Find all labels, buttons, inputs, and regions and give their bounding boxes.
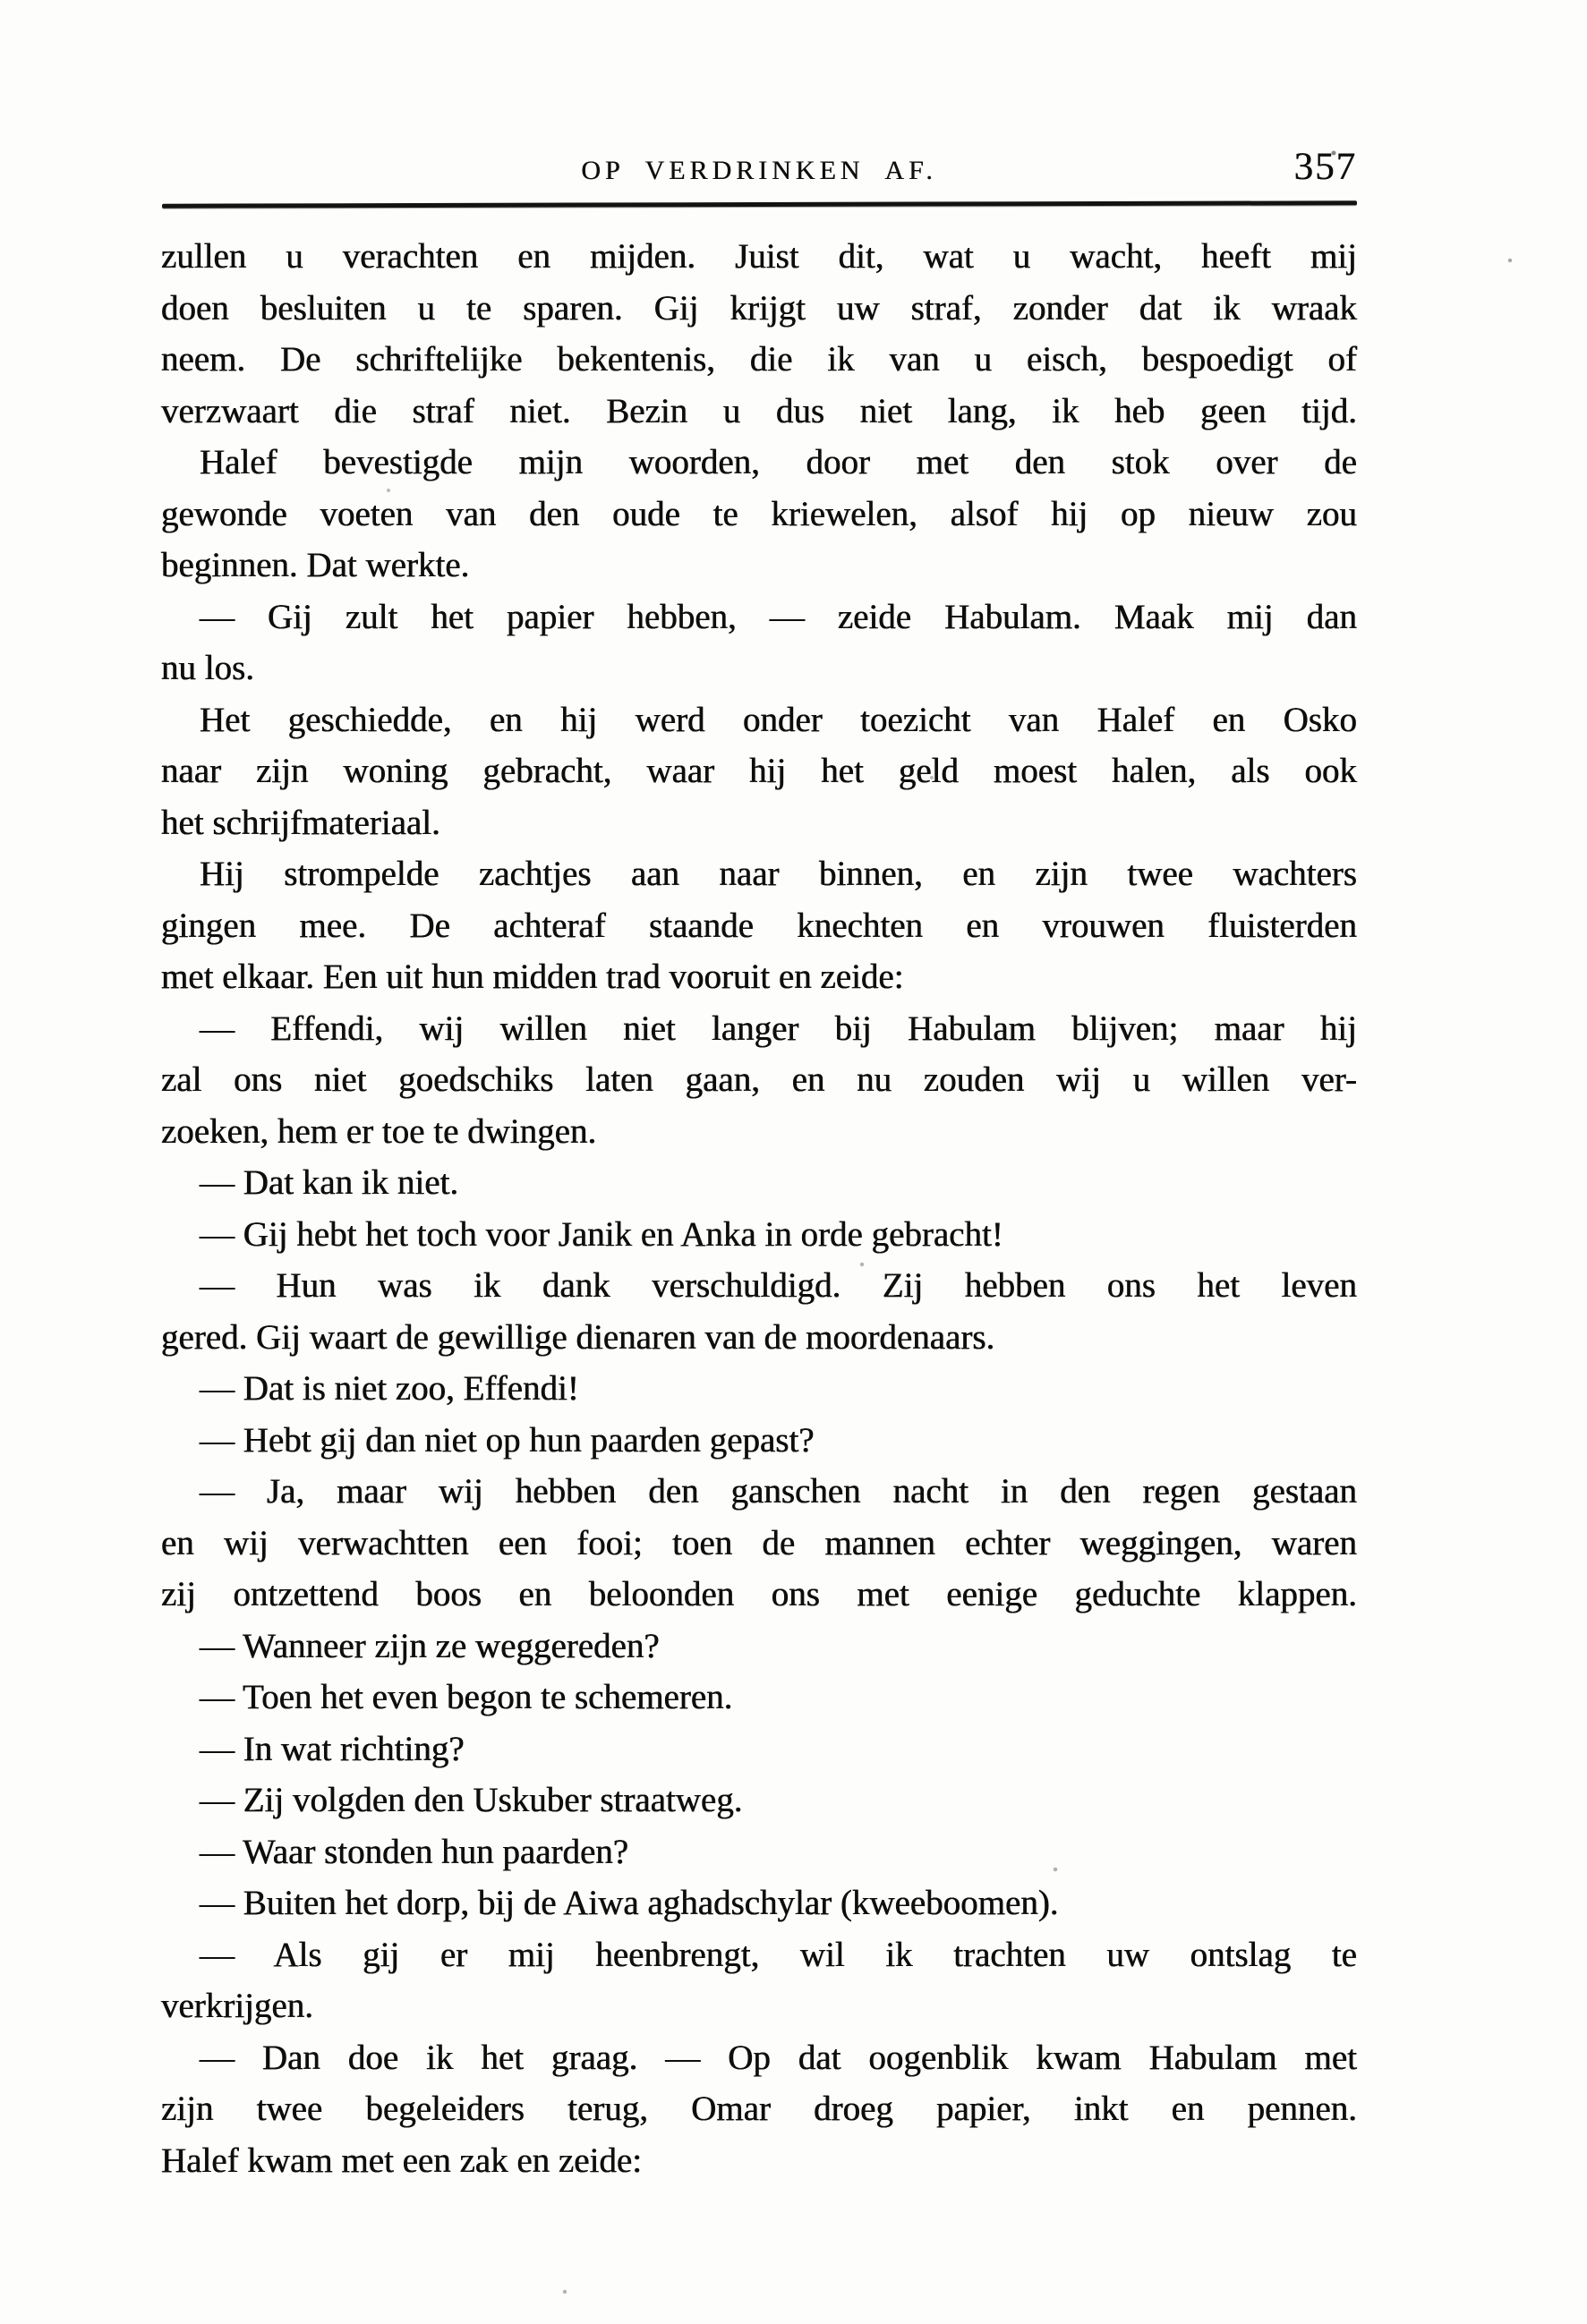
text-line: — Toen het even begon te schemeren.: [200, 1678, 733, 1716]
text-line: — Waar stonden hun paarden?: [200, 1832, 629, 1871]
text-line: — Buiten het dorp, bij de Aiwa aghadschylar (kweeboomen).: [200, 1884, 1059, 1922]
text-line: Het geschiedde, en hij werd onder toezicht van Halef en Osko: [200, 700, 1357, 739]
text-line: doen besluiten u te sparen. Gij krijgt uw straf, zonder dat ik wraak: [161, 288, 1357, 328]
text-line: — Hun was ik dank verschuldigd. Zij hebben ons het leven: [200, 1266, 1357, 1305]
text-line: het schrijfmateriaal.: [161, 803, 440, 842]
text-line: — Zij volgden den Uskuber straatweg.: [200, 1781, 743, 1819]
running-head: OP VERDRINKEN AF.: [581, 156, 937, 185]
text-line: — Gij hebt het toch voor Janik en Anka in orde gebracht!: [200, 1214, 1003, 1254]
text-line: — Als gij er mij heenbrengt, wil ik trachten uw ontslag te: [200, 1935, 1357, 1974]
text-line: — Effendi, wij willen niet langer bij Habulam blijven; maar hij: [200, 1009, 1357, 1048]
scan-speck-artifacts: [0, 0, 2, 2]
text-line: met elkaar. Een uit hun midden trad vooruit en zeide:: [161, 958, 904, 996]
text-line: zal ons niet goedschiks laten gaan, en nu zouden wij u willen ver-: [161, 1060, 1357, 1099]
text-line: Halef kwam met een zak en zeide:: [161, 2141, 643, 2180]
text-line: zij ontzettend boos en beloonden ons met eenige geduchte klappen.: [161, 1575, 1357, 1613]
text-line: neem. De schriftelijke bekentenis, die ik van u eisch, bespoedigt of: [161, 340, 1357, 379]
text-line: — In wat richting?: [200, 1729, 465, 1768]
text-line: Hij strompelde zachtjes aan naar binnen, en zijn twee wachters: [200, 855, 1357, 893]
text-line: gewonde voeten van den oude te kriewelen, alsof hij op nieuw zou: [161, 494, 1357, 533]
text-line: — Ja, maar wij hebben den ganschen nacht in den regen gestaan: [200, 1472, 1357, 1511]
header-rule: [162, 200, 1357, 208]
text-line: verkrijgen.: [161, 1987, 314, 2025]
text-line: zijn twee begeleiders terug, Omar droeg papier, inkt en pennen.: [161, 2090, 1357, 2128]
text-line: zullen u verachten en mijden. Juist dit, wat u wacht, heeft mij: [161, 237, 1357, 276]
page-number: 357: [1293, 146, 1357, 188]
text-line: — Dat kan ik niet.: [200, 1163, 459, 1202]
page-body: [161, 231, 1357, 2186]
text-line: gingen mee. De achteraf staande knechten en vrouwen fluisterden: [161, 906, 1357, 945]
text-line: en wij verwachtten een fooi; toen de mannen echter weggingen, waren: [161, 1523, 1357, 1562]
text-line: — Gij zult het papier hebben, — zeide Habulam. Maak mij dan: [200, 597, 1357, 636]
text-line: naar zijn woning gebracht, waar hij het geld moest halen, als ook: [161, 752, 1357, 790]
text-line: — Hebt gij dan niet op hun paarden gepast?: [200, 1420, 815, 1460]
text-line: Halef bevestigde mijn woorden, door met den stok over de: [200, 443, 1357, 481]
text-line: verzwaart die straf niet. Bezin u dus niet lang, ik heb geen tijd.: [161, 391, 1357, 430]
text-line: — Wanneer zijn ze weggereden?: [200, 1626, 660, 1665]
text-line: — Dat is niet zoo, Effendi!: [200, 1369, 579, 1408]
text-line: — Dan doe ik het graag. — Op dat oogenblik kwam Habulam met: [200, 2038, 1357, 2077]
text-line: nu los.: [161, 649, 255, 687]
text-line: zoeken, hem er toe te dwingen.: [161, 1111, 597, 1151]
text-line: gered. Gij waart de gewillige dienaren van de moordenaars.: [161, 1317, 995, 1357]
text-line: beginnen. Dat werkte.: [161, 546, 470, 584]
